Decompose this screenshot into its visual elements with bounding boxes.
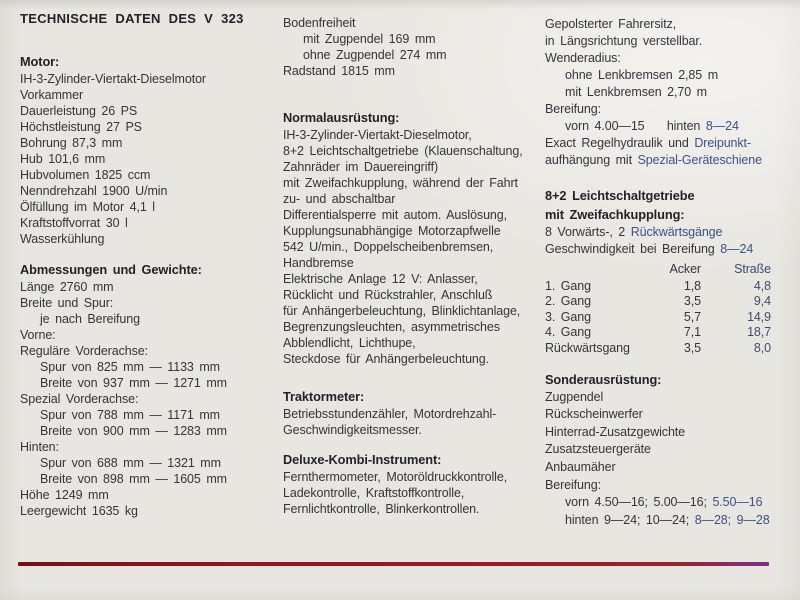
gear-header-spacer (545, 262, 657, 278)
spec-line (283, 469, 535, 485)
spec-line (283, 422, 535, 438)
spec-section (20, 262, 272, 519)
spec-line (283, 501, 535, 517)
spec-text: ohne Lenkbremsen 2,85 m (565, 68, 719, 82)
gear-speed-table (545, 262, 795, 357)
spec-text: Geschwindigkeitsmesser. (283, 423, 422, 437)
spec-text: ohne Zugpendel 274 mm (303, 48, 447, 62)
spec-line (545, 241, 795, 258)
spec-line (545, 389, 795, 407)
spec-text: Ladekontrolle, Kraftstoffkontrolle, (283, 486, 465, 500)
spec-text: Hinten: (20, 440, 59, 454)
section-heading: Normalausrüstung: (283, 110, 400, 125)
spec-text: Anbaumäher (545, 459, 616, 474)
spec-text: Vorne: (20, 328, 56, 342)
spec-line (20, 231, 272, 247)
spec-text: mit Zugpendel 169 mm (303, 32, 436, 46)
spec-line (20, 423, 272, 439)
spec-line (283, 271, 535, 287)
spec-line (283, 159, 535, 175)
spec-text: Hub 101,6 mm (20, 152, 106, 166)
gear-label: 3. Gang (545, 309, 591, 324)
spec-line (545, 406, 795, 424)
spec-line (283, 255, 535, 271)
spec-line (283, 303, 535, 319)
spec-line (283, 239, 535, 255)
spec-line (20, 295, 272, 311)
spec-line (20, 183, 272, 199)
spec-text: Rücklicht und Rückstrahler, Anschluß (283, 288, 493, 302)
spec-line (545, 118, 795, 135)
column-left (20, 54, 272, 519)
spec-text: vorn 4.50—16; 5.00—16; (565, 495, 713, 510)
spec-text: Betriebsstundenzähler, Motordrehzahl- (283, 407, 497, 421)
decorative-red-rule (18, 562, 769, 566)
spec-line (545, 512, 795, 530)
spec-line (283, 319, 535, 335)
spec-section (283, 15, 535, 79)
spec-text: Zusatzsteuergeräte (545, 442, 651, 457)
gear-value-strasse: 8,0 (753, 340, 771, 355)
spec-text: 8—28; 9—28 (694, 512, 770, 527)
spec-line (283, 47, 535, 63)
spec-text: je nach Bereifung (40, 312, 140, 326)
spec-line (283, 191, 535, 207)
spec-text: hinten 9—24; 10—24; (565, 512, 695, 527)
spec-line (20, 87, 272, 103)
spec-line (283, 406, 535, 422)
gear-label: 1. Gang (545, 278, 591, 293)
spec-text: Spur von 688 mm — 1321 mm (40, 456, 221, 470)
spec-text: mit Lenkbremsen 2,70 m (565, 85, 707, 99)
spec-text: Steckdose für Anhängerbeleuchtung. (283, 352, 490, 366)
spec-line (20, 359, 272, 375)
spec-line (283, 287, 535, 303)
spec-text: Breite von 900 mm — 1283 mm (40, 424, 227, 438)
spec-line (545, 101, 795, 118)
spec-text: Kraftstoffvorrat 30 l (20, 216, 128, 230)
page-title: TECHNISCHE DATEN DES V 323 (20, 11, 244, 26)
spec-text: Breite von 898 mm — 1605 mm (40, 472, 227, 486)
spec-line (283, 15, 535, 31)
spec-line (545, 477, 795, 495)
spec-section (283, 452, 535, 517)
section-heading: 8+2 Leichtschaltgetriebe (545, 188, 695, 203)
spec-line (283, 485, 535, 501)
spec-line (20, 135, 272, 151)
spec-text: Bereifung: (545, 102, 601, 116)
section-heading: Motor: (20, 54, 60, 69)
spec-text: Elektrische Anlage 12 V: Anlasser, (283, 272, 478, 286)
spec-text: Breite und Spur: (20, 296, 114, 310)
spec-text: 8+2 Leichtschaltgetriebe (Klauenschaltung, (283, 144, 523, 158)
spec-text: 8 Vorwärts-, 2 (545, 225, 631, 239)
spec-text: Länge 2760 mm (20, 280, 114, 294)
gear-value-strasse: 9,4 (753, 294, 771, 309)
gear-label: Rückwärtsgang (545, 340, 630, 355)
spec-line (545, 441, 795, 459)
spec-line (545, 50, 795, 67)
spec-line (20, 455, 272, 471)
spec-text: Fernlichtkontrolle, Blinkerkontrollen. (283, 502, 480, 516)
spec-line (545, 224, 795, 241)
spec-text: Fernthermometer, Motoröldruckkontrolle, (283, 470, 508, 484)
spec-line (20, 167, 272, 183)
spec-section (283, 110, 535, 367)
spec-line (20, 71, 272, 87)
spec-text: Begrenzungsleuchten, asymmetrisches (283, 320, 500, 334)
spec-text: Dauerleistung 26 PS (20, 104, 138, 118)
spec-section (545, 186, 795, 258)
spec-text: 8—24 (705, 119, 739, 133)
spec-text: Höchstleistung 27 PS (20, 120, 142, 134)
section-heading: Sonderausrüstung: (545, 371, 662, 387)
gear-table-row (545, 279, 795, 295)
gear-value-strasse: 18,7 (747, 325, 771, 340)
spec-text: Bereifung: (545, 477, 601, 492)
spec-line (20, 503, 272, 519)
gear-value-strasse: 4,8 (753, 278, 771, 293)
spec-section (545, 262, 795, 357)
spec-text: Bodenfreiheit (283, 16, 356, 30)
spec-line (545, 494, 795, 512)
spec-section (545, 370, 795, 530)
spec-text: zu- und abschaltbar (283, 192, 396, 206)
spec-line (20, 279, 272, 295)
spec-text: Radstand 1815 mm (283, 64, 395, 78)
spec-line (545, 152, 795, 169)
spec-text: Rückwärtsgänge (630, 225, 723, 239)
spec-line (283, 63, 535, 79)
spec-text: Breite von 937 mm — 1271 mm (40, 376, 227, 390)
spec-text: IH-3-Zylinder-Viertakt-Dieselmotor (20, 72, 206, 86)
spec-text: Abblendlicht, Lichthupe, (283, 336, 416, 350)
spec-line (283, 223, 535, 239)
spec-line (545, 67, 795, 84)
spec-line (283, 351, 535, 367)
spec-line (283, 335, 535, 351)
gear-column-header: Acker (669, 262, 701, 276)
gear-table-row (545, 341, 795, 357)
spec-line (20, 343, 272, 359)
section-heading: Deluxe-Kombi-Instrument: (283, 452, 442, 467)
gear-value-acker: 7,1 (683, 325, 701, 340)
spec-line (20, 471, 272, 487)
spec-line (20, 151, 272, 167)
spec-line (545, 459, 795, 477)
spec-text: Hinterrad-Zusatzgewichte (545, 424, 686, 439)
spec-text: Spur von 825 mm — 1133 mm (40, 360, 220, 374)
spec-line (20, 375, 272, 391)
spec-text: Kupplungsunabhängige Motorzapfwelle (283, 224, 501, 238)
spec-line (20, 487, 272, 503)
gear-label: 4. Gang (545, 325, 591, 340)
spec-text: Wasserkühlung (20, 232, 105, 246)
spec-line (20, 391, 272, 407)
spec-line (545, 84, 795, 101)
section-heading: Traktormeter: (283, 389, 365, 404)
spec-section (20, 54, 272, 247)
spec-text: Leergewicht 1635 kg (20, 504, 138, 518)
spec-line (20, 199, 272, 215)
spec-line (20, 215, 272, 231)
spec-line (20, 407, 272, 423)
spec-text: 8—24 (720, 242, 754, 256)
gear-table-header-row (545, 262, 795, 278)
spec-text: 542 U/min., Doppelscheibenbremsen, (283, 240, 494, 254)
column-right (545, 16, 795, 529)
spec-line (545, 135, 795, 152)
spec-text: Spezial-Geräteschiene (637, 153, 762, 167)
spec-text: aufhängung mit (545, 153, 638, 167)
gear-column-header: Straße (734, 262, 771, 276)
column-middle (283, 15, 535, 517)
spec-text: in Längsrichtung verstellbar. (545, 34, 703, 48)
section-heading: mit Zweifachkupplung: (545, 207, 685, 222)
gear-value-acker: 3,5 (683, 340, 701, 355)
spec-line (20, 311, 272, 327)
gear-value-acker: 1,8 (683, 278, 701, 293)
spec-text: Dreipunkt- (694, 136, 751, 150)
spec-text: Wenderadius: (545, 51, 621, 65)
spec-text: für Anhängerbeleuchtung, Blinklichtanlage, (283, 304, 521, 318)
spec-text: Vorkammer (20, 88, 84, 102)
spec-text: Zahnräder im Dauereingriff) (283, 160, 439, 174)
spec-text: Differentialsperre mit autom. Auslösung, (283, 208, 508, 222)
spec-text: Spezial Vorderachse: (20, 392, 139, 406)
spec-text: Gepolsterter Fahrersitz, (545, 17, 677, 31)
spec-text: Nenndrehzahl 1900 U/min (20, 184, 168, 198)
spec-line (20, 439, 272, 455)
spec-text: Geschwindigkeit bei Bereifung (545, 242, 721, 256)
gear-table-row (545, 325, 795, 341)
gear-table-row (545, 294, 795, 310)
spec-line (283, 175, 535, 191)
spec-section (545, 16, 795, 169)
gear-table-row (545, 310, 795, 326)
spec-text: IH-3-Zylinder-Viertakt-Dieselmotor, (283, 128, 472, 142)
spec-line (545, 33, 795, 50)
gear-value-acker: 3,5 (683, 294, 701, 309)
spec-text: Exact Regelhydraulik und (545, 136, 695, 150)
spec-line (545, 16, 795, 33)
spec-line (283, 127, 535, 143)
spec-text: 5.50—16 (712, 495, 763, 510)
spec-text: Höhe 1249 mm (20, 488, 109, 502)
spec-text: Ölfüllung im Motor 4,1 l (20, 200, 155, 214)
spec-text: mit Zweifachkupplung, während der Fahrt (283, 176, 518, 190)
spec-section (283, 389, 535, 438)
spec-text: Handbremse (283, 256, 354, 270)
spec-text: Hubvolumen 1825 ccm (20, 168, 151, 182)
spec-text: vorn 4.00—15 hinten (565, 119, 706, 133)
spec-line (545, 424, 795, 442)
spec-line (283, 207, 535, 223)
spec-text: Bohrung 87,3 mm (20, 136, 123, 150)
spec-line (20, 103, 272, 119)
spec-line (283, 31, 535, 47)
spec-line (20, 327, 272, 343)
spec-text: Reguläre Vorderachse: (20, 344, 148, 358)
spec-text: Spur von 788 mm — 1171 mm (40, 408, 220, 422)
gear-value-strasse: 14,9 (747, 309, 771, 324)
gear-value-acker: 5,7 (683, 309, 701, 324)
spec-line (20, 119, 272, 135)
gear-label: 2. Gang (545, 294, 591, 309)
section-heading: Abmessungen und Gewichte: (20, 262, 202, 277)
spec-text: Zugpendel (545, 389, 604, 404)
spec-line (283, 143, 535, 159)
spec-text: Rückscheinwerfer (545, 407, 643, 422)
